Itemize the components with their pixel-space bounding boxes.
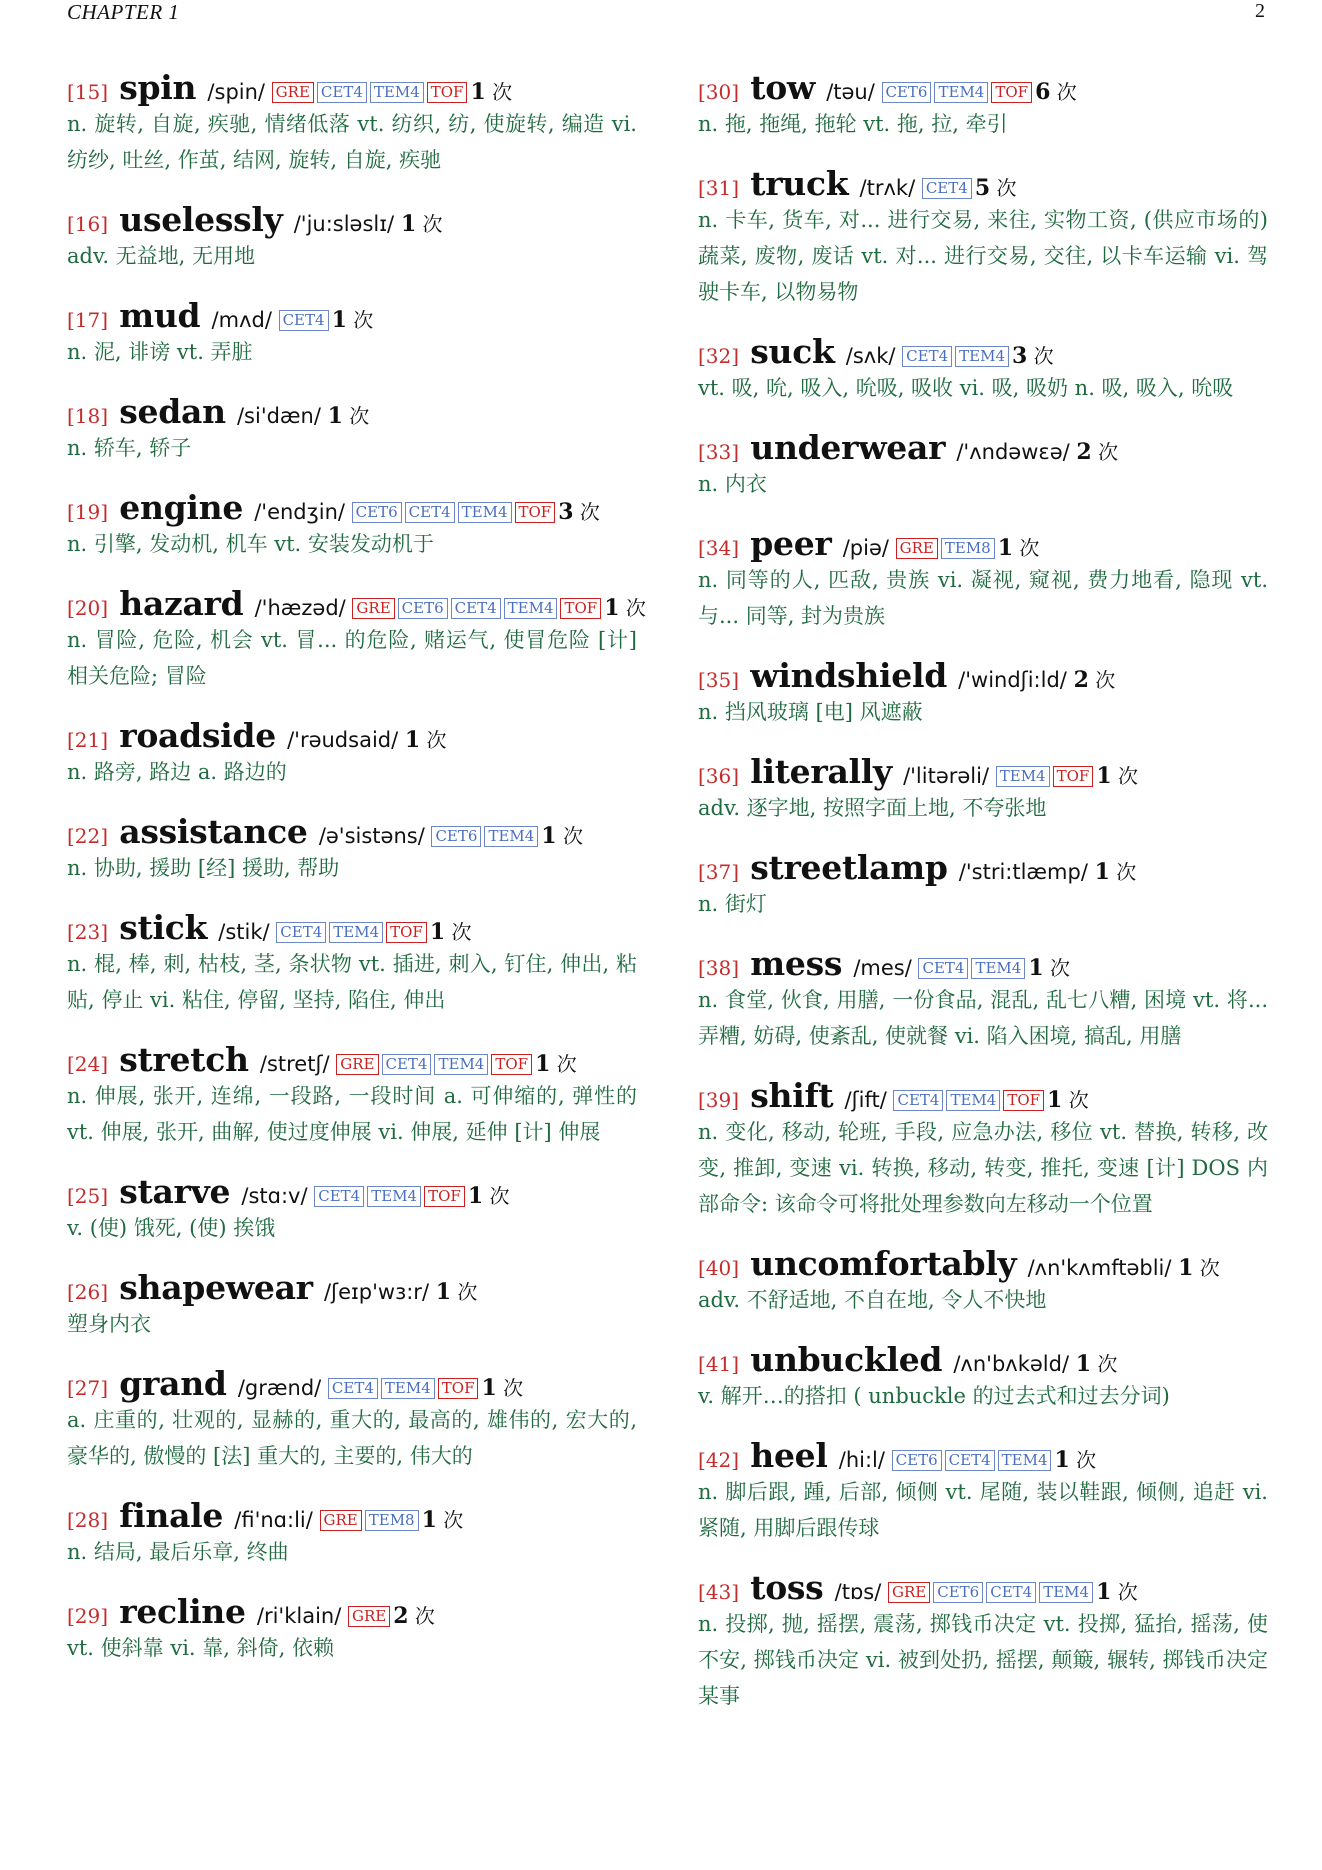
dictionary-entry [698, 1246, 1268, 1318]
entry-headline [698, 70, 1268, 106]
exam-tag-tem4: TEM4 [946, 1090, 1000, 1111]
entry-definition: adv. 逐字地, 按照字面上地, 不夸张地 [698, 796, 1047, 820]
entry-frequency: 1 次 [429, 919, 472, 945]
entry-phonetic: /mes/ [853, 956, 919, 980]
entry-headline [67, 910, 637, 946]
frequency-number: 1 [1096, 1579, 1112, 1605]
exam-tag-tem8: TEM8 [941, 538, 995, 559]
entry-index: [32] [698, 344, 740, 368]
entry-phonetic: /'stri:tlæmp/ [958, 860, 1095, 884]
entry-headline [698, 1342, 1268, 1378]
entry-definition: vt. 吸, 吮, 吸入, 吮吸, 吸收 vi. 吸, 吸奶 n. 吸, 吸入, 吮吸 [698, 376, 1234, 400]
frequency-number: 1 [1028, 955, 1044, 981]
dictionary-entry [67, 1042, 637, 1150]
dictionary-entry [67, 814, 637, 886]
entry-definition: n. 协助, 援助 [经] 援助, 帮助 [67, 856, 340, 880]
entry-phonetic: /'litərəli/ [903, 764, 996, 788]
entry-headline [698, 1438, 1268, 1474]
entry-headline [67, 1594, 637, 1630]
entry-phonetic: /'ʌndəwɛə/ [956, 440, 1077, 464]
frequency-number: 1 [327, 403, 343, 429]
dictionary-entry [67, 1366, 637, 1474]
dictionary-entry [67, 298, 637, 370]
entry-phonetic: /sʌk/ [845, 344, 903, 368]
entry-phonetic: /fi'nɑ:li/ [234, 1508, 320, 1532]
dictionary-entry [698, 526, 1268, 634]
entry-headline [698, 166, 1268, 202]
entry-word: windshield [739, 656, 959, 695]
entry-headline [67, 202, 637, 238]
exam-tag-cet4: CET4 [986, 1582, 1036, 1603]
exam-tag-tof: TOF [1003, 1090, 1044, 1111]
entry-word: sedan [108, 392, 237, 431]
entry-headline [67, 1366, 637, 1402]
entry-index: [19] [67, 500, 109, 524]
entry-headline [67, 1270, 637, 1306]
entry-word: suck [739, 332, 846, 371]
exam-tag-gre: GRE [336, 1054, 378, 1075]
entry-frequency: 1 次 [535, 1051, 577, 1077]
exam-tag-tem8: TEM8 [365, 1510, 419, 1531]
entry-index: [34] [698, 536, 740, 560]
entry-phonetic: /stretʃ/ [259, 1052, 337, 1076]
entry-word: stretch [108, 1040, 260, 1079]
entry-headline [698, 1078, 1268, 1114]
entry-headline [67, 70, 637, 106]
frequency-number: 1 [467, 1183, 484, 1209]
entry-index: [27] [67, 1376, 109, 1400]
entry-word: shift [739, 1076, 845, 1115]
entry-frequency: 1 次 [1096, 763, 1138, 789]
exam-tag-cet6: CET6 [892, 1450, 942, 1471]
entry-phonetic: /ʃeɪp'wɜ:r/ [323, 1280, 436, 1304]
exam-tag-cet6: CET6 [882, 82, 932, 103]
entry-phonetic: /təu/ [826, 80, 882, 104]
entry-index: [41] [698, 1352, 740, 1376]
entry-frequency: 1 次 [331, 307, 374, 333]
dictionary-entry [698, 946, 1268, 1054]
entry-word: toss [739, 1568, 835, 1607]
entry-word: mess [739, 944, 854, 983]
dictionary-entry [67, 910, 637, 1018]
entry-definition: n. 挡风玻璃 [电] 风遮蔽 [698, 700, 923, 724]
exam-tag-tem4: TEM4 [381, 1378, 435, 1399]
entry-headline [67, 394, 637, 430]
entry-word: heel [739, 1436, 839, 1475]
entry-index: [24] [67, 1052, 109, 1076]
frequency-number: 1 [421, 1507, 437, 1533]
exam-tag-cet4: CET4 [451, 598, 501, 619]
frequency-number: 1 [331, 307, 347, 333]
entry-phonetic: /spin/ [207, 80, 272, 104]
entry-definition: n. 棍, 棒, 刺, 枯枝, 茎, 条状物 vt. 插进, 刺入, 钉住, 伸出, 粘贴, 停止 vi. 粘住, 停留, 坚持, 陷住, 伸出 [67, 952, 637, 1012]
entry-definition: adv. 无益地, 无用地 [67, 244, 256, 268]
entry-frequency: 2 次 [1073, 667, 1116, 693]
exam-tag-tem4: TEM4 [971, 958, 1025, 979]
exam-tag-cet6: CET6 [352, 502, 402, 523]
entry-definition: n. 变化, 移动, 轮班, 手段, 应急办法, 移位 vt. 替换, 转移, 改变, 推卸, 变速 vi. 转换, 移动, 转变, 推托, 变速 [计] DOS 内部命令: 该命令可将批处理参数向左移动一个位置 [698, 1120, 1268, 1216]
entry-definition: n. 街灯 [698, 892, 767, 916]
dictionary-entry [67, 1594, 637, 1666]
entry-word: literally [739, 752, 904, 791]
exam-tag-gre: GRE [272, 82, 314, 103]
entry-word: tow [739, 68, 827, 107]
entry-index: [29] [67, 1604, 109, 1628]
frequency-number: 1 [481, 1375, 497, 1401]
exam-tag-cet4: CET4 [945, 1450, 995, 1471]
exam-tag-tof: TOF [427, 82, 468, 103]
entry-phonetic: /stɑ:v/ [241, 1184, 315, 1208]
entry-headline [67, 490, 637, 526]
entry-definition: n. 路旁, 路边 a. 路边的 [67, 760, 287, 784]
entry-word: engine [108, 488, 255, 527]
entry-phonetic: /hi:l/ [838, 1448, 892, 1472]
entry-phonetic: /stik/ [218, 920, 277, 944]
frequency-number: 1 [470, 79, 486, 105]
entry-definition: n. 卡车, 货车, 对... 进行交易, 来往, 实物工资, (供应市场的) 蔬菜, 废物, 废话 vt. 对... 进行交易, 交往, 以卡车运输 vi. 驾驶卡车, 以物易物 [698, 208, 1268, 304]
entry-frequency: 6 次 [1035, 79, 1077, 105]
entry-index: [39] [698, 1088, 740, 1112]
dictionary-entry [698, 1570, 1268, 1714]
entry-frequency: 1 次 [997, 535, 1040, 561]
exam-tag-tem4: TEM4 [934, 82, 988, 103]
dictionary-entry [67, 394, 637, 466]
exam-tag-tem4: TEM4 [367, 1186, 421, 1207]
entry-index: [17] [67, 308, 109, 332]
entry-word: roadside [108, 716, 288, 755]
entry-frequency: 1 次 [1047, 1087, 1089, 1113]
entry-phonetic: /'windʃi:ld/ [958, 668, 1074, 692]
dictionary-entry [698, 430, 1268, 502]
exam-tag-cet6: CET6 [398, 598, 448, 619]
left-column [67, 68, 646, 1690]
frequency-number: 3 [558, 499, 574, 525]
entry-phonetic: /si'dæn/ [236, 404, 328, 428]
entry-frequency: 1 次 [404, 727, 447, 753]
frequency-number: 1 [429, 919, 446, 945]
exam-tag-tof: TOF [560, 598, 601, 619]
entry-frequency: 3 次 [558, 499, 600, 525]
entry-index: [26] [67, 1280, 109, 1304]
dictionary-entry [698, 1438, 1268, 1546]
exam-tag-cet6: CET6 [431, 826, 481, 847]
exam-tag-cet4: CET4 [918, 958, 968, 979]
entry-phonetic: /'rəudsaid/ [287, 728, 405, 752]
entry-index: [35] [698, 668, 740, 692]
entry-headline [698, 850, 1268, 886]
entry-frequency: 1 次 [481, 1375, 524, 1401]
dictionary-entry [67, 584, 646, 694]
entry-word: unbuckled [739, 1340, 954, 1379]
frequency-number: 1 [535, 1051, 551, 1077]
exam-tag-cet4: CET4 [922, 178, 972, 199]
entry-phonetic: /trʌk/ [859, 176, 922, 200]
entry-frequency: 1 次 [1094, 859, 1137, 885]
entry-phonetic: /'ju:sləslɪ/ [293, 212, 401, 236]
exam-tag-cet4: CET4 [893, 1090, 943, 1111]
entry-index: [15] [67, 80, 109, 104]
entry-definition: n. 引擎, 发动机, 机车 vt. 安装发动机于 [67, 532, 434, 556]
dictionary-entry [67, 1174, 637, 1246]
entry-frequency: 1 次 [1075, 1351, 1118, 1377]
entry-definition: n. 结局, 最后乐章, 终曲 [67, 1540, 289, 1564]
entry-index: [38] [698, 956, 740, 980]
entry-frequency: 1 次 [470, 79, 513, 105]
entry-definition: vt. 使斜靠 vi. 靠, 斜倚, 依赖 [67, 1636, 334, 1660]
entry-index: [37] [698, 860, 740, 884]
entry-definition: 塑身内衣 [67, 1312, 151, 1336]
exam-tag-tem4: TEM4 [998, 1450, 1052, 1471]
exam-tag-gre: GRE [896, 538, 938, 559]
frequency-number: 2 [1076, 439, 1092, 465]
entry-headline [67, 1498, 637, 1534]
entry-frequency: 1 次 [421, 1507, 464, 1533]
entry-phonetic: /ʌn'kʌmftəbli/ [1027, 1256, 1179, 1280]
frequency-number: 1 [1094, 859, 1110, 885]
entry-definition: v. 解开…的搭扣 ( unbuckle 的过去式和过去分词) [698, 1384, 1170, 1408]
frequency-number: 1 [1178, 1255, 1194, 1281]
entry-frequency: 2 次 [1076, 439, 1119, 465]
exam-tag-tof: TOF [424, 1186, 465, 1207]
exam-tag-gre: GRE [888, 1582, 930, 1603]
dictionary-entry [698, 70, 1268, 142]
entry-frequency: 1 次 [1054, 1447, 1097, 1473]
page-header [67, 0, 1265, 28]
exam-tag-tof: TOF [438, 1378, 479, 1399]
entry-word: finale [108, 1496, 235, 1535]
entry-definition: n. 投掷, 抛, 摇摆, 震荡, 掷钱币决定 vt. 投掷, 猛抬, 摇荡, 使不安, 掷钱币决定 vi. 被到处扔, 摇摆, 颠簸, 辗转, 掷钱币决定某事 [698, 1612, 1268, 1708]
exam-tag-cet4: CET4 [314, 1186, 364, 1207]
chapter-title: CHAPTER 1 [67, 0, 180, 24]
entry-definition: n. 伸展, 张开, 连绵, 一段路, 一段时间 a. 可伸缩的, 弹性的 vt. 伸展, 张开, 曲解, 使过度伸展 vi. 伸展, 延伸 [计] 伸展 [67, 1084, 637, 1144]
entry-definition: adv. 不舒适地, 不自在地, 令人不快地 [698, 1288, 1047, 1312]
entry-word: shapewear [108, 1268, 324, 1307]
entry-frequency: 1 次 [467, 1183, 510, 1209]
dictionary-entry [698, 1342, 1268, 1414]
frequency-number: 1 [435, 1279, 452, 1305]
entry-index: [42] [698, 1448, 740, 1472]
exam-tag-tof: TOF [491, 1054, 532, 1075]
exam-tag-cet4: CET4 [276, 922, 326, 943]
page-number: 2 [1255, 0, 1265, 22]
right-column [698, 70, 1268, 1738]
frequency-number: 2 [1073, 667, 1089, 693]
entry-frequency: 1 次 [435, 1279, 478, 1305]
exam-tag-cet4: CET4 [328, 1378, 378, 1399]
entry-word: spin [108, 68, 208, 107]
exam-tag-tof: TOF [991, 82, 1032, 103]
dictionary-entry [67, 1270, 637, 1342]
entry-frequency: 1 次 [604, 595, 646, 621]
entry-word: assistance [108, 812, 319, 851]
entry-headline [698, 1246, 1268, 1282]
entry-word: uncomfortably [739, 1244, 1028, 1283]
entry-word: uselessly [108, 200, 294, 239]
entry-word: peer [739, 524, 843, 563]
entry-index: [30] [698, 80, 740, 104]
entry-definition: n. 脚后跟, 踵, 后部, 倾侧 vt. 尾随, 装以鞋跟, 倾侧, 追赶 vi. 紧随, 用脚后跟传球 [698, 1480, 1268, 1540]
exam-tag-tem4: TEM4 [434, 1054, 488, 1075]
entry-definition: n. 内衣 [698, 472, 767, 496]
entry-definition: a. 庄重的, 壮观的, 显赫的, 重大的, 最高的, 雄伟的, 宏大的, 豪华的, 傲慢的 [法] 重大的, 主要的, 伟大的 [67, 1408, 637, 1468]
entry-word: hazard [108, 584, 255, 623]
exam-tag-gre: GRE [348, 1606, 390, 1627]
entry-definition: n. 拖, 拖绳, 拖轮 vt. 拖, 拉, 牵引 [698, 112, 1008, 136]
entry-phonetic: /ri'klain/ [256, 1604, 348, 1628]
entry-headline [67, 1042, 637, 1078]
entry-headline [698, 526, 1268, 562]
entry-index: [18] [67, 404, 109, 428]
entry-definition: n. 冒险, 危险, 机会 vt. 冒... 的危险, 赌运气, 使冒危险 [计] 相关危险; 冒险 [67, 628, 637, 688]
exam-tag-tem4: TEM4 [996, 766, 1050, 787]
exam-tag-tem4: TEM4 [370, 82, 424, 103]
entry-frequency: 1 次 [400, 211, 443, 237]
exam-tag-cet6: CET6 [933, 1582, 983, 1603]
entry-index: [23] [67, 920, 109, 944]
entry-frequency: 5 次 [974, 175, 1017, 201]
exam-tag-tof: TOF [515, 502, 556, 523]
entry-index: [36] [698, 764, 740, 788]
frequency-number: 1 [400, 211, 417, 237]
frequency-number: 3 [1011, 343, 1028, 369]
entry-headline [67, 298, 637, 334]
entry-headline [67, 814, 637, 850]
entry-headline [67, 584, 646, 623]
exam-tag-tem4: TEM4 [484, 826, 538, 847]
entry-headline [698, 430, 1268, 466]
entry-word: stick [108, 908, 219, 947]
frequency-number: 1 [1075, 1351, 1092, 1377]
dictionary-entry [67, 490, 637, 562]
entry-phonetic: /mʌd/ [211, 308, 279, 332]
entry-phonetic: /ə'sistəns/ [318, 824, 432, 848]
entry-headline [698, 658, 1268, 694]
entry-frequency: 1 次 [1096, 1579, 1138, 1605]
entry-index: [20] [67, 596, 109, 620]
entry-phonetic: /ʌn'bʌkəld/ [953, 1352, 1076, 1376]
entry-phonetic: /'hæzəd/ [254, 596, 353, 620]
exam-tag-cet4: CET4 [902, 346, 952, 367]
entry-phonetic: /'endʒin/ [254, 500, 352, 524]
entry-definition: v. (使) 饿死, (使) 挨饿 [67, 1216, 276, 1240]
entry-index: [40] [698, 1256, 740, 1280]
entry-index: [16] [67, 212, 109, 236]
frequency-number: 6 [1035, 79, 1051, 105]
exam-tag-tem4: TEM4 [955, 346, 1009, 367]
entry-frequency: 1 次 [327, 403, 370, 429]
entry-index: [33] [698, 440, 740, 464]
dictionary-entry [698, 334, 1268, 406]
entry-definition: n. 食堂, 伙食, 用膳, 一份食品, 混乱, 乱七八糟, 困境 vt. 将... 弄糟, 妨碍, 使紊乱, 使就餐 vi. 陷入困境, 搞乱, 用膳 [698, 988, 1268, 1048]
frequency-number: 1 [1096, 763, 1112, 789]
frequency-number: 1 [997, 535, 1014, 561]
dictionary-entry [698, 658, 1268, 730]
exam-tag-cet4: CET4 [317, 82, 367, 103]
frequency-number: 1 [1047, 1087, 1063, 1113]
entry-index: [22] [67, 824, 109, 848]
entry-word: underwear [739, 428, 957, 467]
frequency-number: 1 [604, 595, 620, 621]
frequency-number: 2 [393, 1603, 409, 1629]
entry-definition: n. 轿车, 轿子 [67, 436, 192, 460]
frequency-number: 1 [1054, 1447, 1070, 1473]
entry-frequency: 1 次 [541, 823, 583, 849]
entry-word: mud [108, 296, 212, 335]
exam-tag-tem4: TEM4 [458, 502, 512, 523]
dictionary-entry [698, 850, 1268, 922]
dictionary-entry [698, 754, 1268, 826]
frequency-number: 5 [974, 175, 991, 201]
entry-phonetic: /piə/ [842, 536, 896, 560]
entry-headline [698, 1570, 1268, 1606]
entry-headline [698, 334, 1268, 370]
exam-tag-cet4: CET4 [405, 502, 455, 523]
exam-tag-tem4: TEM4 [504, 598, 558, 619]
entry-headline [67, 1174, 637, 1210]
exam-tag-tem4: TEM4 [1039, 1582, 1093, 1603]
exam-tag-cet4: CET4 [382, 1054, 432, 1075]
dictionary-entry [698, 166, 1268, 310]
exam-tag-tof: TOF [386, 922, 427, 943]
dictionary-entry [67, 70, 637, 178]
exam-tag-tem4: TEM4 [329, 922, 383, 943]
entry-headline [698, 754, 1268, 790]
entry-index: [21] [67, 728, 109, 752]
entry-frequency: 3 次 [1011, 343, 1054, 369]
frequency-number: 1 [541, 823, 557, 849]
entry-definition: n. 同等的人, 匹敌, 贵族 vi. 凝视, 窥视, 费力地看, 隐现 vt. 与... 同等, 封为贵族 [698, 568, 1268, 628]
dictionary-entry [67, 202, 637, 274]
exam-tag-cet4: CET4 [279, 310, 329, 331]
entry-word: recline [108, 1592, 257, 1631]
entry-index: [43] [698, 1580, 740, 1604]
entry-index: [28] [67, 1508, 109, 1532]
entry-frequency: 2 次 [393, 1603, 435, 1629]
entry-frequency: 1 次 [1028, 955, 1070, 981]
dictionary-entry [67, 1498, 637, 1570]
entry-index: [31] [698, 176, 740, 200]
entry-phonetic: /ʃift/ [844, 1088, 894, 1112]
entry-frequency: 1 次 [1178, 1255, 1220, 1281]
exam-tag-tof: TOF [1053, 766, 1094, 787]
entry-headline [698, 946, 1268, 982]
entry-word: streetlamp [739, 848, 959, 887]
entry-word: truck [739, 164, 860, 203]
entry-headline [67, 718, 637, 754]
entry-definition: n. 旋转, 自旋, 疾驰, 情绪低落 vt. 纺织, 纺, 使旋转, 编造 vi. 纺纱, 吐丝, 作茧, 结网, 旋转, 自旋, 疾驰 [67, 112, 637, 172]
dictionary-entry [67, 718, 637, 790]
exam-tag-gre: GRE [352, 598, 394, 619]
entry-phonetic: /tɒs/ [834, 1580, 888, 1604]
entry-definition: n. 泥, 诽谤 vt. 弄脏 [67, 340, 253, 364]
entry-phonetic: /grænd/ [237, 1376, 328, 1400]
entry-index: [25] [67, 1184, 109, 1208]
exam-tag-gre: GRE [320, 1510, 362, 1531]
frequency-number: 1 [404, 727, 421, 753]
entry-word: starve [108, 1172, 242, 1211]
dictionary-entry [698, 1078, 1268, 1222]
entry-word: grand [108, 1364, 238, 1403]
